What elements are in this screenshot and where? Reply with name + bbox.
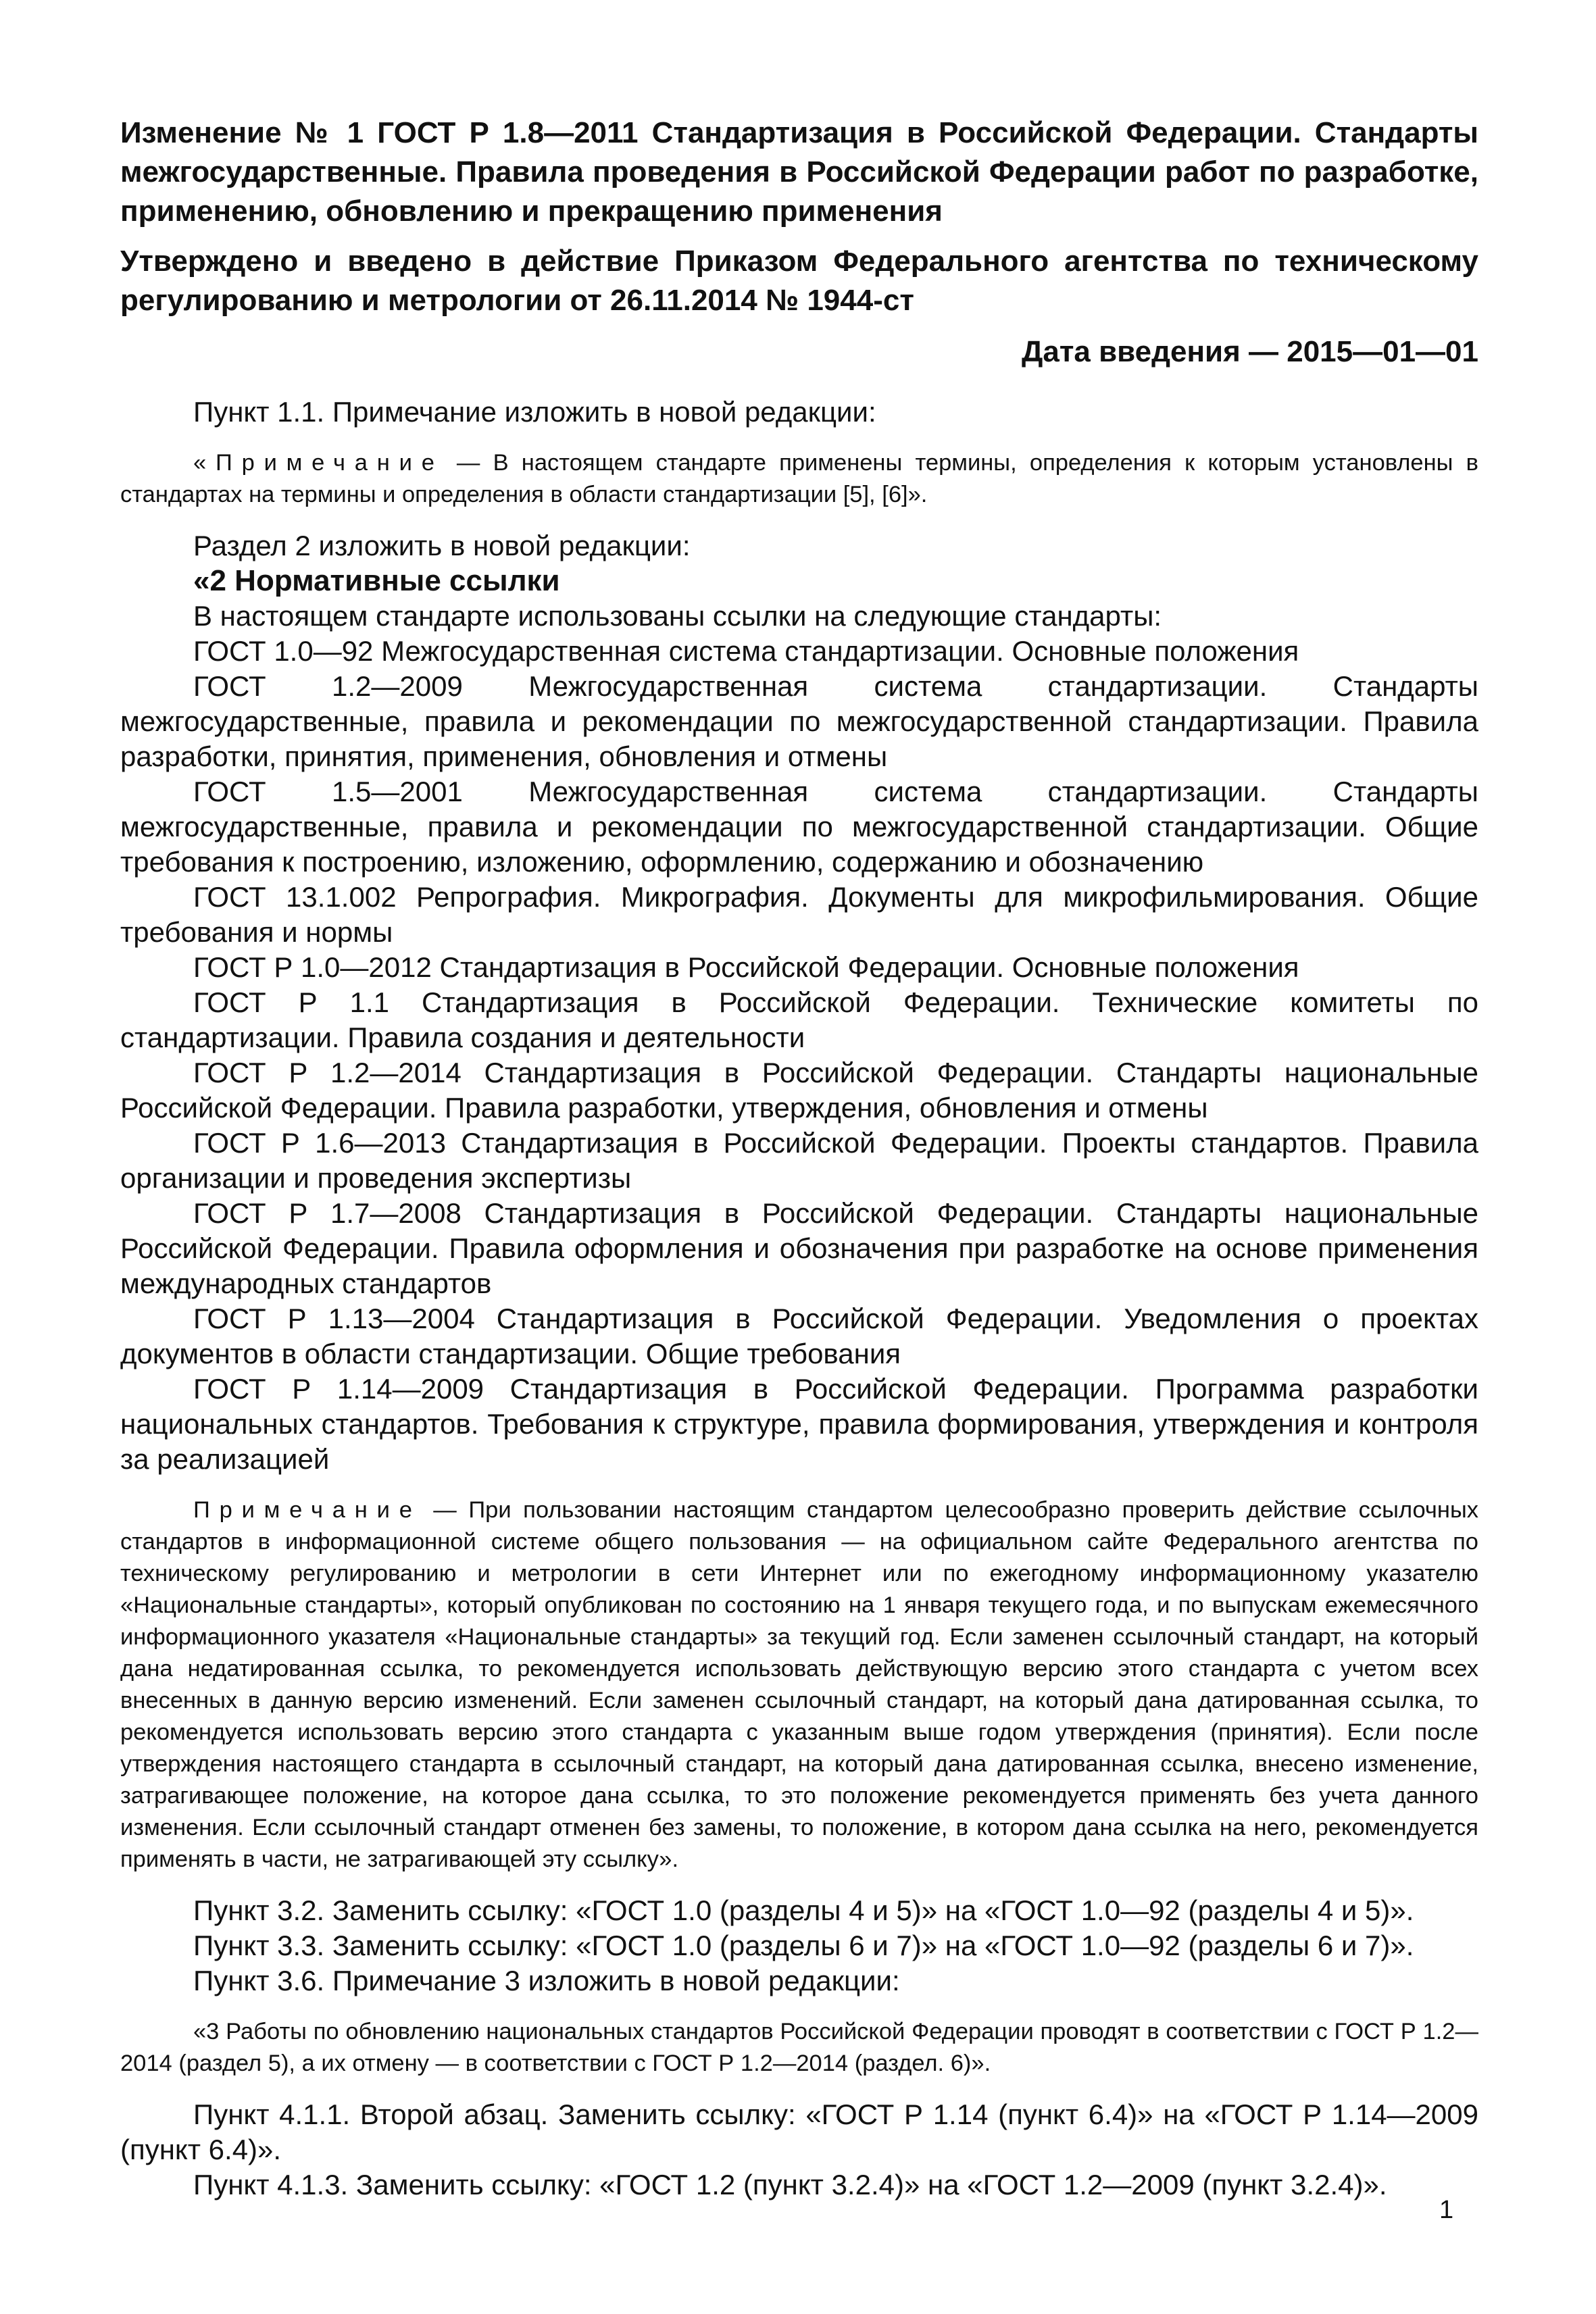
reference-item: ГОСТ 13.1.002 Репрография. Микрография. Документы для микрофильмирования. Общие требования и нормы xyxy=(120,881,1478,948)
amendment-title: Изменение № 1 ГОСТ Р 1.8—2011 Стандартизация в Российской Федерации. Стандарты межгосударственные. Правила проведения в Российской Федерации работ по разработке, применению, обновлению и прекращению применения xyxy=(120,116,1478,228)
note-2 xyxy=(120,1494,1478,1876)
reference-item: ГОСТ Р 1.7—2008 Стандартизация в Российской Федерации. Стандарты национальные Российской Федерации. Правила оформления и обозначения при разработке на основе применения международных стандартов xyxy=(120,1197,1478,1299)
paragraph-section-2: Раздел 2 изложить в новой редакции: xyxy=(193,530,691,561)
reference-item: ГОСТ 1.2—2009 Межгосударственная система стандартизации. Стандарты межгосударственные, правила и рекомендации по межгосударственной стандартизации. Правила разработки, принятия, применения, обновления и отмены xyxy=(120,670,1478,772)
reference-item: ГОСТ Р 1.6—2013 Стандартизация в Российской Федерации. Проекты стандартов. Правила организации и проведения экспертизы xyxy=(120,1127,1478,1194)
paragraph-item-1-1: Пункт 1.1. Примечание изложить в новой редакции: xyxy=(193,396,876,428)
note-1-text: — В настоящем стандарте применены термины, определения к которым установлены в стандартах на термины и определения в области стандартизации [5], [6]». xyxy=(120,450,1478,507)
reference-item: ГОСТ Р 1.13—2004 Стандартизация в Российской Федерации. Уведомления о проектах документов в области стандартизации. Общие требования xyxy=(120,1303,1478,1369)
reference-item: ГОСТ Р 1.0—2012 Стандартизация в Российской Федерации. Основные положения xyxy=(193,951,1299,983)
note-1 xyxy=(120,447,1478,511)
section-heading: «2 Нормативные ссылки xyxy=(193,564,560,597)
note-2-text: — При пользовании настоящим стандартом целесообразно проверить действие ссылочных стандартов в информационной системе общего пользования — на официальном сайте Федерального агентства по техническому регулированию и метрологии в сети Интернет или по ежегодному информационному указателю «Национальные стандарты», который опубликован по состоянию на 1 января текущего года, и по выпускам ежемесячного информационного указателя «Национальные стандарты» за текущий год. Если заменен ссылочный стандарт, на который дана недатированная ссылка, то рекомендуется использовать действующую версию этого стандарта с учетом всех внесенных в данную версию изменений. Если заменен ссылочный стандарт, на который дана датированная ссылка, то рекомендуется использовать версию этого стандарта с указанным выше годом утверждения (принятия). Если после утверждения настоящего стандарта в ссылочный стандарт, на который дана датированная ссылка, внесено изменение, затрагивающее положение, на которое дана ссылка, то это положение рекомендуется применять без учета данного изменения. Если ссылочный стандарт отменен без замены, то положение, в котором дана ссылка на него, рекомендуется применять в части, не затрагивающей эту ссылку». xyxy=(120,1497,1478,1872)
paragraph-item-3-6: Пункт 3.6. Примечание 3 изложить в новой редакции: xyxy=(193,1965,900,1996)
reference-item: ГОСТ 1.0—92 Межгосударственная система стандартизации. Основные положения xyxy=(193,635,1299,667)
paragraph-item-3-3: Пункт 3.3. Заменить ссылку: «ГОСТ 1.0 (разделы 6 и 7)» на «ГОСТ 1.0—92 (разделы 6 и 7)». xyxy=(193,1930,1414,1961)
approval-statement: Утверждено и введено в действие Приказом Федерального агентства по техническому регулированию и метрологии от 26.11.2014 № 1944-ст xyxy=(120,245,1478,317)
page-number: 1 xyxy=(1439,2196,1454,2224)
reference-item: ГОСТ Р 1.2—2014 Стандартизация в Российской Федерации. Стандарты национальные Российской Федерации. Правила разработки, утверждения, обновления и отмены xyxy=(120,1057,1478,1124)
note-2-label: Примечание xyxy=(193,1497,422,1523)
paragraph-item-3-2: Пункт 3.2. Заменить ссылку: «ГОСТ 1.0 (разделы 4 и 5)» на «ГОСТ 1.0—92 (разделы 4 и 5)». xyxy=(193,1894,1414,1926)
paragraph-item-4-1-3: Пункт 4.1.3. Заменить ссылку: «ГОСТ 1.2 (пункт 3.2.4)» на «ГОСТ 1.2—2009 (пункт 3.2.4)». xyxy=(193,2169,1387,2200)
note-1-label: «Примечание xyxy=(193,450,444,476)
effective-date: Дата введения — 2015—01—01 xyxy=(1022,335,1478,368)
note-3: «3 Работы по обновлению национальных стандартов Российской Федерации проводят в соответствии с ГОСТ Р 1.2—2014 (раздел 5), а их отмену — в соответствии с ГОСТ Р 1.2—2014 (раздел. 6)». xyxy=(120,2019,1478,2076)
reference-item: ГОСТ Р 1.1 Стандартизация в Российской Федерации. Технические комитеты по стандартизации. Правила создания и деятельности xyxy=(120,986,1478,1053)
reference-item: ГОСТ 1.5—2001 Межгосударственная система стандартизации. Стандарты межгосударственные, правила и рекомендации по межгосударственной стандартизации. Общие требования к построению, изложению, оформлению, содержанию и обозначению xyxy=(120,776,1478,878)
reference-intro: В настоящем стандарте использованы ссылки на следующие стандарты: xyxy=(193,600,1162,632)
document-page xyxy=(120,114,1478,2203)
paragraph-item-4-1-1: Пункт 4.1.1. Второй абзац. Заменить ссылку: «ГОСТ Р 1.14 (пункт 6.4)» на «ГОСТ Р 1.14—2009 (пункт 6.4)». xyxy=(120,2098,1478,2165)
reference-item: ГОСТ Р 1.14—2009 Стандартизация в Российской Федерации. Программа разработки национальных стандартов. Требования к структуре, правила формирования, утверждения и контроля за реализацией xyxy=(120,1373,1478,1475)
